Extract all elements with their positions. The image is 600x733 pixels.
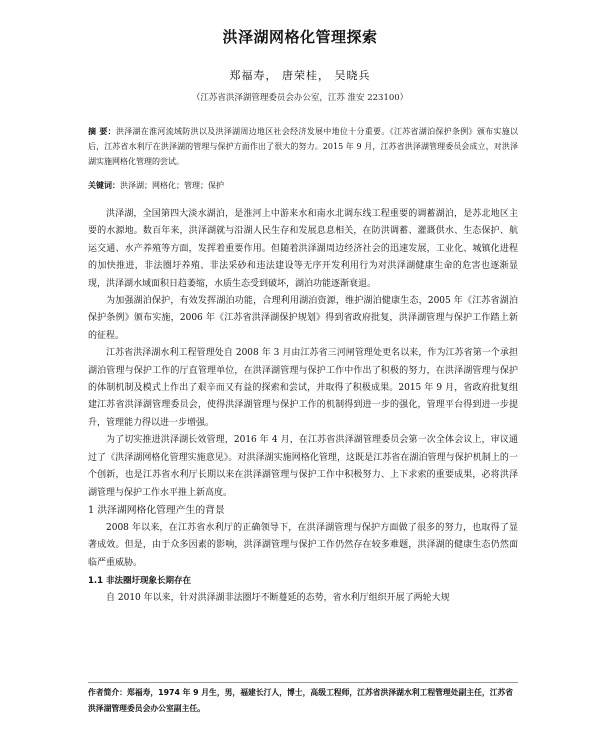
keywords-label: 关键词：	[88, 181, 120, 190]
subsection-heading: 1.1 非法圈圩现象长期存在	[88, 576, 192, 587]
paragraph: 为加强湖泊保护，有效发挥湖泊功能，合理利用湖泊资源，维护湖泊健康生态，2005 年《江苏省湖泊保护条例》颁布实施，2006 年《江苏省洪泽湖保护规划》得到省政府批复，洪泽湖管理与保护工作踏上新的征程。	[88, 296, 518, 341]
paragraph: 洪泽湖，全国第四大淡水湖泊，是淮河上中游来水和南水北调东线工程重要的调蓄湖泊，是苏北地区主要的水源地。数百年来，洪泽湖就与沿湖人民生存和发展息息相关，在防洪调蓄、灌溉供水、生态保护、航运交通、水产养殖等方面，发挥着重要作用。但随着洪泽湖周边经济社会的迅速发展，工业化、城镇化进程的加快推进，非法圈圩养殖、非法采砂和违法建设等无序开发利用行为对洪泽湖健康生命的危害也逐渐显现，洪泽湖水域面积日趋萎缩，水质生态受到破坏，湖泊功能逐渐衰退。	[88, 209, 518, 289]
section-heading: 1 洪泽湖网格化管理产生的背景	[88, 504, 225, 516]
author-footnote: 作者简介：郑福寿，1974 年 9 月生，男，福建长汀人，博士，高级工程师，江苏省洪泽湖水利工程管理处副主任，江苏省洪泽湖管理委员会办公室副主任。	[88, 688, 514, 713]
footnote-divider	[88, 682, 518, 683]
body-text	[88, 206, 518, 608]
paragraph: 江苏省洪泽湖水利工程管理处自 2008 年 3 月由江苏省三河闸管理处更名以来，作为江苏省第一个承担湖泊管理与保护工作的厅直管理单位，在洪泽湖管理与保护工作中作出了积极的努力，在洪泽湖管理与保护的体制机制及模式上作出了艰辛而又有益的探索和尝试，并取得了积极成果。2015 年 9 月，省政府批复组建江苏省洪泽湖管理委员会，使得洪泽湖管理与保护工作的机制得到进一步的强化，管理平台得到进一步提升，管理能力得以进一步增强。	[88, 348, 518, 428]
paragraph: 2008 年以来，在江苏省水利厅的正确领导下，在洪泽湖管理与保护方面做了很多的努力，也取得了显著成效。但是，由于众多因素的影响，洪泽湖管理与保护工作仍然存在较多难题，洪泽湖的健康生态仍然面临严重威胁。	[88, 522, 518, 568]
abstract-label: 摘 要：	[88, 127, 116, 136]
paragraph: 自 2010 年以来，针对洪泽湖非法圈圩不断蔓延的态势，省水利厅组织开展了两轮大规	[106, 593, 450, 604]
paper-title: 洪泽湖网格化管理探索	[222, 28, 378, 46]
affiliation: （江苏省洪泽湖管理委员会办公室，江苏 淮安 223100）	[191, 93, 409, 103]
abstract	[88, 124, 518, 169]
keywords	[88, 179, 518, 192]
paragraph: 为了切实推进洪泽湖长效管理，2016 年 4 月，在江苏省洪泽湖管理委员会第一次全体会议上，审议通过了《洪泽湖网格化管理实施意见》。对洪泽湖实施网格化管理，这既是江苏省在湖泊管理与保护机制上的一个创新，也是江苏省水利厅长期以来在洪泽湖管理与保护工作中积极努力、上下求索的重要成果，必将洪泽湖管理与保护工作水平推上新高度。	[88, 435, 518, 498]
abstract-text: 洪泽湖在淮河流域防洪以及洪泽湖周边地区社会经济发展中地位十分重要。《江苏省湖泊保护条例》颁布实施以后，江苏省水利厅在洪泽湖的管理与保护方面作出了很大的努力。2015 年 9 月，江苏省洪泽湖管理委员会成立，对洪泽湖实施网格化管理的尝试。	[88, 127, 518, 166]
keywords-text: 洪泽湖；网格化；管理；保护	[120, 181, 224, 190]
author-list: 郑福寿， 唐荣桂， 吴晓兵	[229, 69, 371, 82]
